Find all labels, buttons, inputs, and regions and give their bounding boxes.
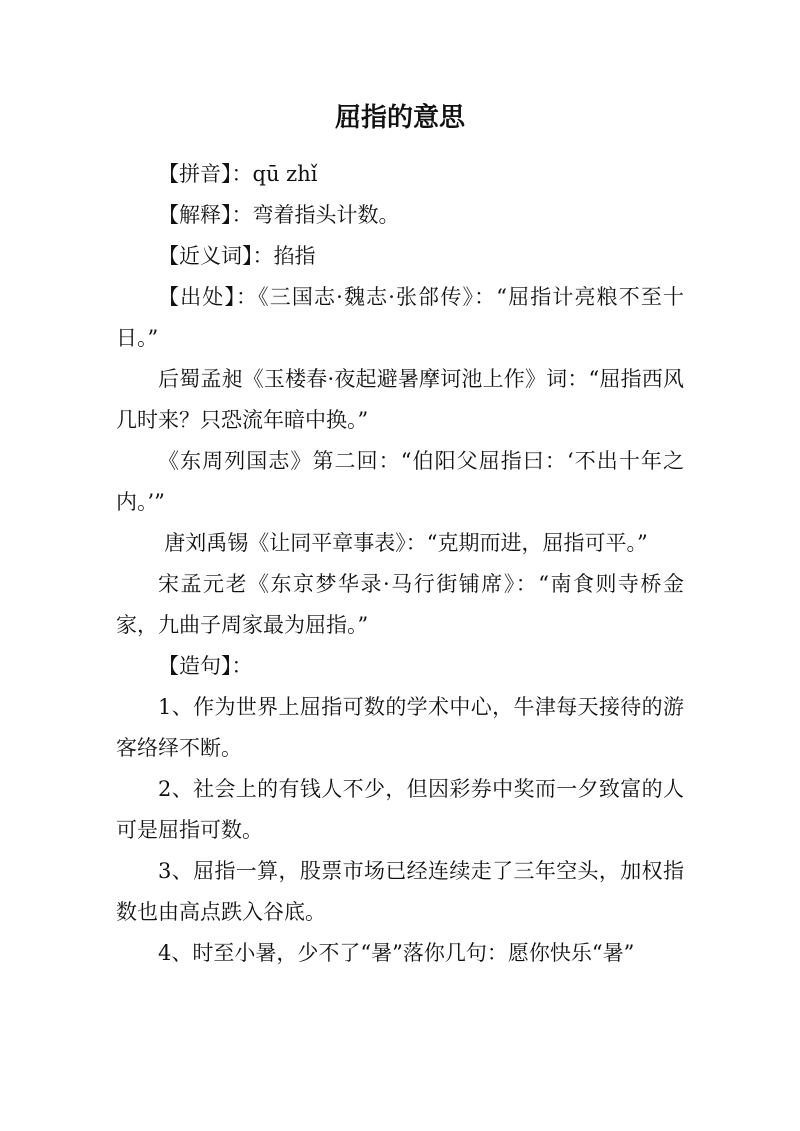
pinyin-value: qū zhǐ xyxy=(252,162,318,186)
page-title: 屈指的意思 xyxy=(334,103,465,133)
examples-label: 【造句】： xyxy=(158,654,253,678)
explanation-label: 【解释】： xyxy=(158,203,253,227)
examples-heading xyxy=(116,646,684,687)
example-sentence: 2、社会上的有钱人不少，但因彩券中奖而一夕致富的人可是屈指可数。 xyxy=(116,777,684,842)
example-sentence: 3、屈指一算，股票市场已经连续走了三年空头，加权指数也由高点跌入谷底。 xyxy=(116,859,684,924)
pinyin-line xyxy=(116,154,684,195)
explanation-value: 弯着指头计数。 xyxy=(252,203,400,227)
source-quote: 后蜀孟昶《玉楼春·夜起避暑摩诃池上作》词：“屈指西风几时来？只恐流年暗中换。” xyxy=(116,367,684,432)
source-quote: 宋孟元老《东京梦华录·马行街铺席》：“南食则寺桥金家，九曲子周家最为屈指。” xyxy=(116,572,684,637)
synonym-value: 掐指 xyxy=(273,244,316,268)
example-sentence: 4、时至小暑，少不了“暑”落你几句：愿你快乐“暑” xyxy=(158,941,635,965)
source-value: 《三国志·魏志·张郃传》：“屈指计亮粮不至十日。” xyxy=(116,285,684,350)
synonym-line xyxy=(116,236,684,277)
pinyin-label: 【拼音】： xyxy=(158,162,253,186)
source-line xyxy=(116,277,684,359)
explanation-line xyxy=(116,195,684,236)
synonym-label: 【近义词】： xyxy=(158,244,274,268)
source-quote: 唐刘禹锡《让同平章事表》：“克期而进，屈指可平。” xyxy=(164,531,648,555)
source-label: 【出处】： xyxy=(158,285,259,309)
document-body xyxy=(116,154,684,974)
source-quote: 《东周列国志》第二回：“伯阳父屈指曰：‘不出十年之内。’” xyxy=(116,449,684,514)
example-sentence: 1、作为世界上屈指可数的学术中心，牛津每天接待的游客络绎不断。 xyxy=(116,695,684,760)
